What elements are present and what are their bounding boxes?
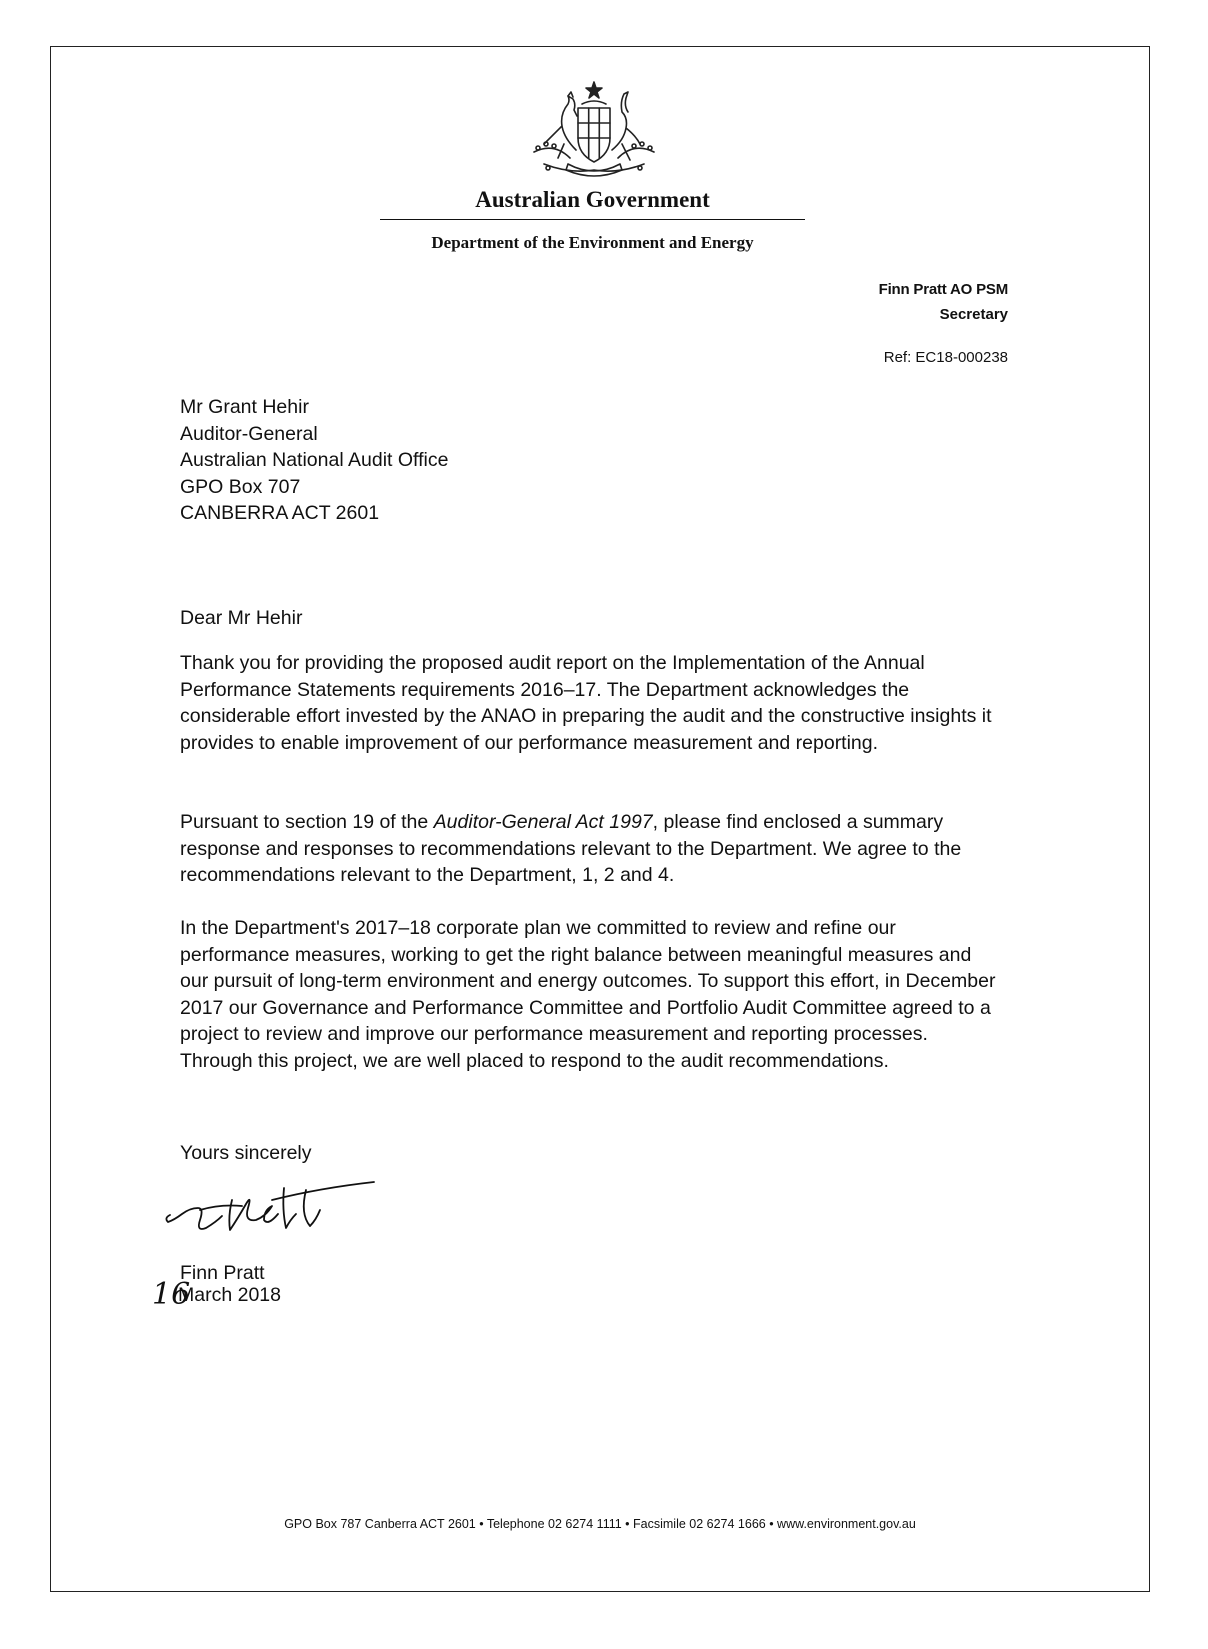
paragraph-2-after: , please find enclosed a summary response and responses to recommendations relevant to the Department. We agree to the recommendations relevant to the Department, 1, 2 and 4.	[180, 811, 962, 886]
handwritten-day: 16	[152, 1277, 191, 1312]
letterhead-divider	[380, 219, 805, 220]
closing: Yours sincerely	[180, 1142, 312, 1164]
sender-name: Finn Pratt AO PSM	[878, 281, 1008, 298]
recipient-address	[180, 394, 448, 527]
handwritten-signature-icon	[160, 1170, 390, 1255]
paragraph-2	[180, 809, 1000, 889]
reference-number: Ref: EC18-000238	[883, 349, 1008, 366]
paragraph-1-text: Thank you for providing the proposed audit report on the Implementation of the Annual Performance Statements requirements 2016–17. The Department acknowledges the considerable effort invested by the ANAO in preparing the audit and the constructive insights it provides to enable improvement of our performance measurement and reporting.	[180, 652, 992, 754]
address-line: GPO Box 707	[180, 475, 301, 498]
address-line: Australian National Audit Office	[180, 449, 449, 471]
government-title: Australian Government	[475, 187, 710, 212]
department-title: Department of the Environment and Energy	[431, 233, 754, 252]
footer-contact: GPO Box 787 Canberra ACT 2601 • Telephone 02 6274 1111 • Facsimile 02 6274 1666 • www.environment.gov.au	[284, 1517, 916, 1531]
paragraph-2-text	[180, 809, 1000, 889]
address-line: CANBERRA ACT 2601	[180, 502, 380, 524]
paragraph-1	[180, 650, 1000, 756]
address-line: Mr Grant Hehir	[180, 396, 309, 418]
date-month-year: March 2018	[178, 1284, 281, 1306]
paragraph-3-text: In the Department's 2017–18 corporate plan we committed to review and refine our performance measures, working to get the right balance between meaningful measures and our pursuit of long-term environment and energy outcomes. To support this effort, in December 2017 our Governance and Performance Committee and Portfolio Audit Committee agreed to a project to review and improve our performance measurement and reporting processes. Through this project, we are well placed to respond to the audit recommendations.	[180, 917, 996, 1072]
coat-of-arms-icon	[524, 78, 664, 182]
signatory-name: Finn Pratt	[180, 1262, 265, 1284]
sender-title: Secretary	[939, 306, 1008, 323]
paragraph-3	[180, 915, 1000, 1074]
address-line: Auditor-General	[180, 422, 318, 445]
salutation: Dear Mr Hehir	[180, 607, 303, 629]
act-title: Auditor-General Act 1997	[433, 811, 653, 833]
paragraph-2-before: Pursuant to section 19 of the	[180, 811, 434, 833]
signature-date	[152, 1277, 281, 1312]
